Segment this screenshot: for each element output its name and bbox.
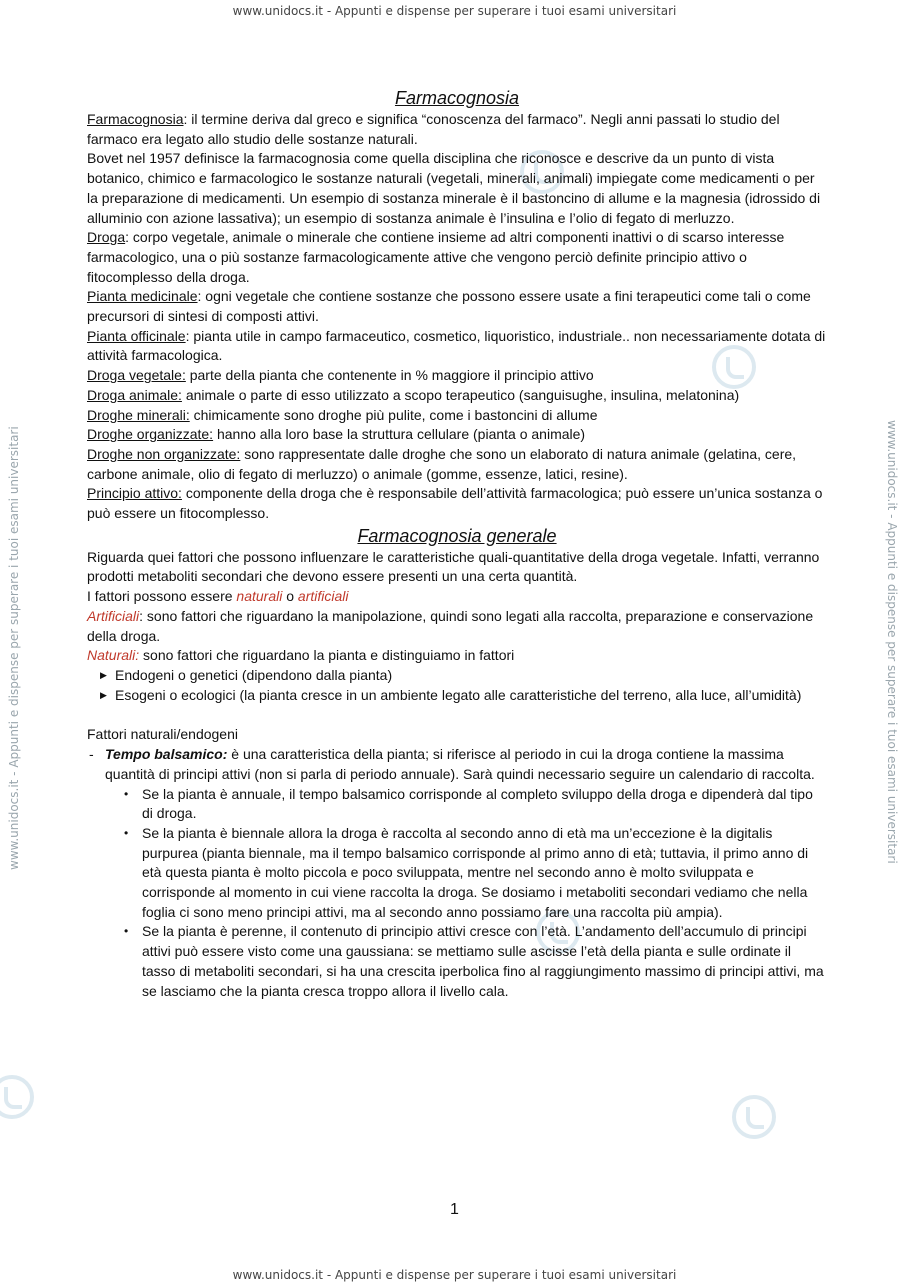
definition: Droghe organizzate: hanno alla loro base la struttura cellulare (pianta o animale) <box>87 426 586 443</box>
section-title: Farmacognosia generale <box>357 525 557 546</box>
definition: Droga: corpo vegetale, animale o minerale che contiene insieme ad altri componenti inattivi o di scarso interesse farmacologico, una o più sostanze farmacologicamente attive che vengono perciò definite principio attivo o fitocomplesso della droga. <box>87 229 785 285</box>
side-watermark-text: www.unidocs.it - Appunti e dispense per superare i tuoi esami universitari <box>7 426 21 870</box>
definition: Droghe minerali: chimicamente sono droghe più pulite, come i bastoncini di allume <box>87 406 598 423</box>
header-banner: www.unidocs.it - Appunti e dispense per superare i tuoi esami universitari <box>232 4 677 18</box>
page-number: 1 <box>450 1201 459 1218</box>
definition: Pianta officinale: pianta utile in campo farmaceutico, cosmetico, liquoristico, industriale.. non necessariamente dotata di attività farmacologica. <box>87 327 826 364</box>
definition: Pianta medicinale: ogni vegetale che contiene sostanze che possono essere usate a fini terapeutici come tali o come precursori di sintesi di composti attivi. <box>87 288 811 325</box>
side-watermark-text: www.unidocs.it - Appunti e dispense per superare i tuoi esami universitari <box>885 420 899 864</box>
definitions <box>87 110 827 524</box>
dot-bullet-icon: • <box>124 786 129 801</box>
unidocs-logo-icon <box>732 1095 776 1139</box>
list-item: ▶ Endogeni o genetici (dipendono dalla pianta) <box>87 666 827 686</box>
definition: Droghe non organizzate: sono rappresentate dalle droghe che sono un elaborato di natura animale (gelatina, cere, carbone animale, olio di fegato di merluzzo) o animale (gomme, essenze, latici, resine). <box>87 445 797 482</box>
definition: Droga vegetale: parte della pianta che contenente in % maggiore il principio attivo <box>87 367 594 384</box>
side-watermark-right <box>885 420 905 900</box>
definition: Principio attivo: componente della droga che è responsabile dell’attività farmacologica; può essere un’unica sostanza o può essere un fitocomplesso. <box>87 485 823 522</box>
dot-bullet-icon: • <box>124 825 129 840</box>
dot-bullet-icon: • <box>124 924 129 939</box>
definition: Bovet nel 1957 definisce la farmacognosia come quella disciplina che riconosce e descrive da un punto di vista botanico, chimico e farmacologico le sostanze naturali (vegetali, minerali, animali) impiegate come medicamenti o per la preparazione di medicamenti. Un esempio di sostanza minerale è il bastoncino di allume e la magnesia (idrossido di alluminio con azione lassativa); un esempio di sostanza animale è l’insulina e l’olio di fegato di merluzzo. <box>87 150 821 226</box>
section-intro: Riguarda quei fattori che possono influenzare le caratteristiche quali-quantitative della droga vegetale. Infatti, verranno prodotti metaboliti secondari che devono essere presenti un una certa quantità. <box>87 548 820 585</box>
artificiali-line: Artificiali: sono fattori che riguardano la manipolazione, quindi sono legati alla raccolta, preparazione e conservazione della droga. <box>87 607 814 644</box>
document-body <box>87 86 827 1001</box>
list-item: • Se la pianta è biennale allora la droga è raccolta al secondo anno di età ma un’eccezione è la digitalis purpurea (pianta biennale, ma il tempo balsamico corrisponde al primo anno di età; tuttavia, il primo anno di età questa pianta è molto piccola e poco sviluppata, mentre nel secondo anno è molto sviluppata e corrisponde al momento in cui viene raccolta la droga. Se dosiamo i metaboliti secondari vediamo che nella foglia ci sono meno principi attivi, ma al secondo anno possiamo fare una raccolta più ampia). <box>124 824 809 920</box>
arrow-bullet-icon: ▶ <box>100 689 107 700</box>
factors-line: I fattori possono essere naturali o artificiali <box>87 588 349 605</box>
definition: Droga animale: animale o parte di esso utilizzato a scopo terapeutico (sanguisughe, insulina, melatonina) <box>87 386 740 403</box>
list-item: ▶ Esogeni o ecologici (la pianta cresce in un ambiente legato alle caratteristiche del terreno, alla luce, all’umidità) <box>87 686 827 706</box>
unidocs-logo-icon <box>0 1075 34 1119</box>
list-item: - Tempo balsamico: è una caratteristica della pianta; si riferisce al periodo in cui la droga contiene la massima quantità di principi attivi (non si parla di periodo annuale). Sarà quindi necessario seguire un calendario di raccolta. <box>89 746 815 782</box>
footer-banner: www.unidocs.it - Appunti e dispense per superare i tuoi esami universitari <box>232 1268 677 1282</box>
dash-bullet-icon: - <box>89 746 94 763</box>
page-title: Farmacognosia <box>394 88 520 108</box>
list-item: • Se la pianta è perenne, il contenuto di principio attivi cresce con l’età. L’andamento dell’accumulo di principi attivi può essere visto come una gaussiana: se mettiamo sulle ascisse l’età della pianta e sulle ordinate il tasso di metaboliti secondari, si ha una crescita iperbolica fino al raggiungimento massimo di principi attivi, ma se lasciamo che la pianta cresca troppo allora il livello cala. <box>124 923 824 999</box>
arrow-bullet-icon: ▶ <box>100 669 107 680</box>
definition: Farmacognosia: il termine deriva dal greco e significa “conoscenza del farmaco”. Negli anni passati lo studio del farmaco era legato allo studio delle sostanze naturali. <box>87 111 780 147</box>
naturali-line: Naturali: sono fattori che riguardano la pianta e distinguiamo in fattori <box>87 647 515 664</box>
side-watermark-left <box>5 420 25 900</box>
list-item: • Se la pianta è annuale, il tempo balsamico corrisponde al completo sviluppo della droga e dipenderà dal tipo di droga. <box>124 785 813 822</box>
subheading: Fattori naturali/endogeni <box>87 726 238 743</box>
